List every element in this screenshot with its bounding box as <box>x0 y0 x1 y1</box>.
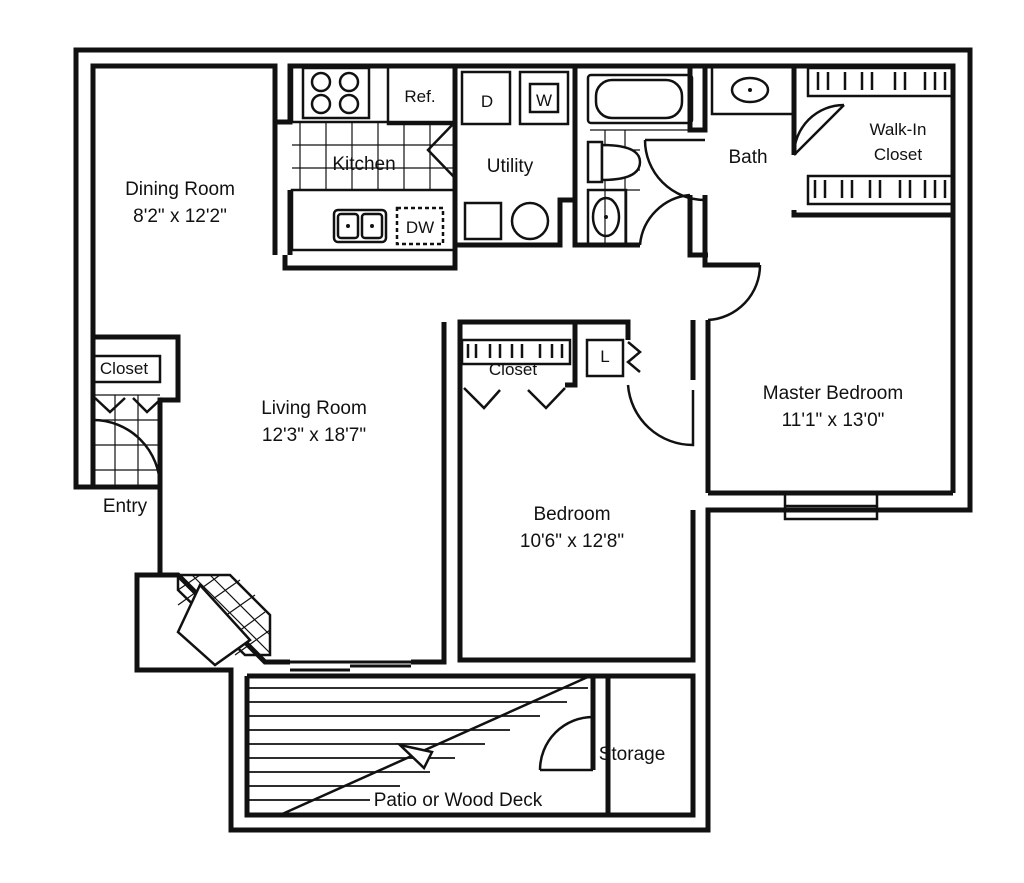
master-bedroom-size: 11'1" x 13'0" <box>781 410 885 431</box>
kitchen-label: Kitchen <box>332 154 396 175</box>
living-room-label: Living Room <box>261 398 367 419</box>
utility-label: Utility <box>486 156 534 177</box>
bedroom-size: 10'6" x 12'8" <box>519 531 625 552</box>
walk-in-closet-label-line2: Closet <box>873 145 923 164</box>
master-bedroom-label: Master Bedroom <box>762 383 904 404</box>
living-room-size: 12'3" x 18'7" <box>261 425 367 446</box>
washer-label: W <box>535 91 553 110</box>
entry-label: Entry <box>102 496 148 517</box>
dining-room-size: 8'2" x 12'2" <box>133 206 227 227</box>
entry-closet-label: Closet <box>99 359 149 378</box>
furnace-icon <box>512 203 548 239</box>
patio-label: Patio or Wood Deck <box>373 790 543 811</box>
bedroom-closet-area <box>462 322 693 445</box>
bedroom-closet-label: Closet <box>488 360 538 379</box>
bedroom-label: Bedroom <box>533 504 611 525</box>
toilet-icon <box>602 145 640 180</box>
storage-label: Storage <box>598 744 666 765</box>
dining-room-label: Dining Room <box>125 179 235 200</box>
master-sink-counter <box>712 66 794 114</box>
bath-area <box>575 66 705 245</box>
walk-in-closet-label-line1: Walk-In <box>869 120 927 139</box>
bath-label: Bath <box>728 147 768 168</box>
water-heater-icon <box>465 203 501 239</box>
linen-label: L <box>600 347 610 366</box>
dishwasher-label: DW <box>405 218 435 237</box>
dryer-label: D <box>480 92 494 111</box>
stove-icon <box>303 68 369 118</box>
refrigerator-label: Ref. <box>404 87 436 106</box>
